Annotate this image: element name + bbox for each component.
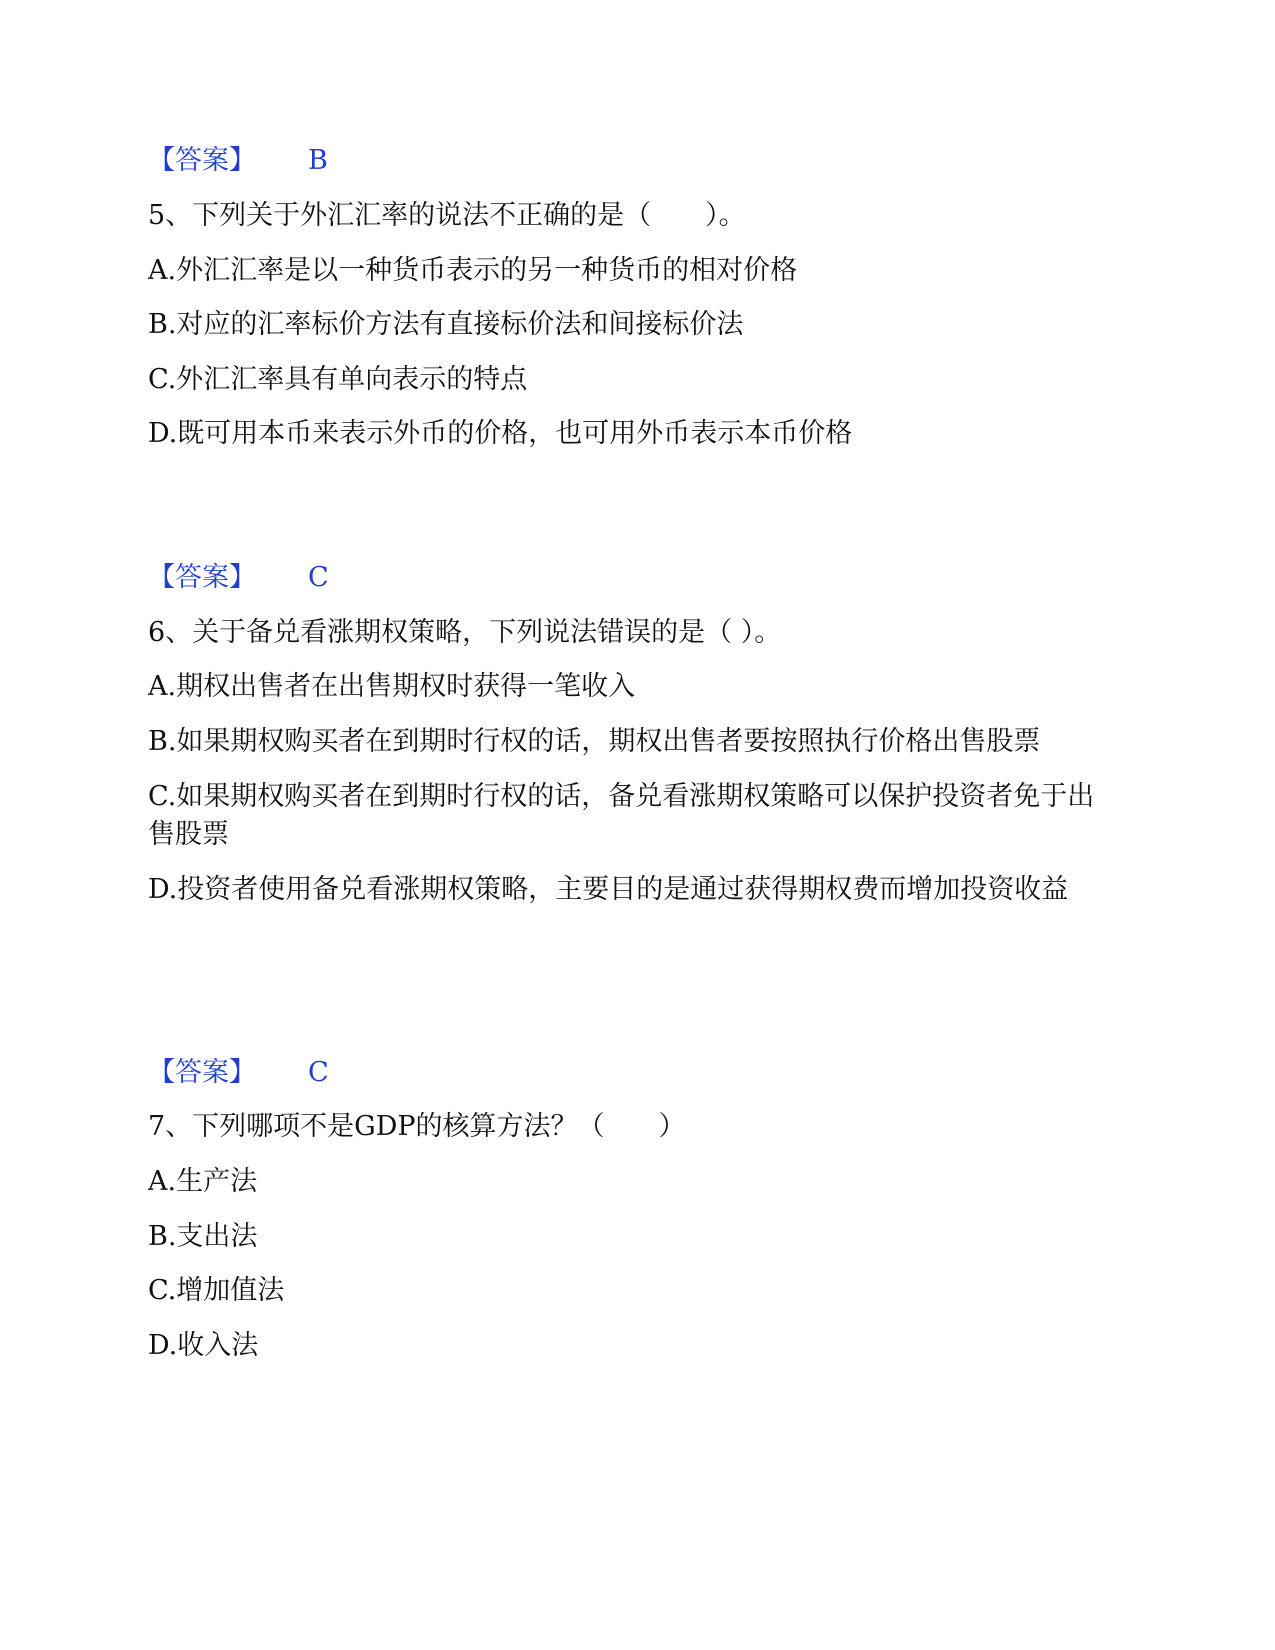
question-5-option-a: A.外汇汇率是以一种货币表示的另一种货币的相对价格 [148, 255, 798, 286]
answer-line-3 [148, 1054, 329, 1092]
question-5-option-d: D.既可用本币来表示外币的价格，也可用外币表示本币价格 [148, 418, 853, 449]
question-5-option-b: B.对应的汇率标价方法有直接标价法和间接标价法 [148, 309, 744, 340]
question-5-option-c: C.外汇汇率具有单向表示的特点 [148, 364, 528, 395]
answer-label: 【答案】 [148, 145, 256, 176]
answer-value: C [308, 562, 329, 593]
answer-label: 【答案】 [148, 1057, 256, 1088]
question-7-option-c: C.增加值法 [148, 1275, 285, 1306]
answer-label: 【答案】 [148, 562, 256, 593]
question-6-option-b: B.如果期权购买者在到期时行权的话，期权出售者要按照执行价格出售股票 [148, 726, 1041, 757]
question-7-stem: 7、下列哪项不是GDP的核算方法？（ ） [148, 1111, 686, 1142]
question-6-option-a: A.期权出售者在出售期权时获得一笔收入 [148, 671, 636, 702]
question-7-option-b: B.支出法 [148, 1221, 258, 1252]
answer-value: B [308, 145, 328, 176]
answer-line-2 [148, 559, 329, 597]
question-6-option-c: C.如果期权购买者在到期时行权的话，备兑看涨期权策略可以保护投资者免于出售股票 [148, 781, 1095, 850]
question-7-option-d: D.收入法 [148, 1330, 259, 1361]
question-6-option-d: D.投资者使用备兑看涨期权策略，主要目的是通过获得期权费而增加投资收益 [148, 874, 1069, 905]
question-5-stem: 5、下列关于外汇汇率的说法不正确的是（ ）。 [148, 200, 746, 231]
answer-line-1 [148, 142, 328, 180]
answer-value: C [308, 1057, 329, 1088]
question-7-option-a: A.生产法 [148, 1166, 258, 1197]
question-6-stem: 6、关于备兑看涨期权策略，下列说法错误的是（ ）。 [148, 617, 782, 648]
